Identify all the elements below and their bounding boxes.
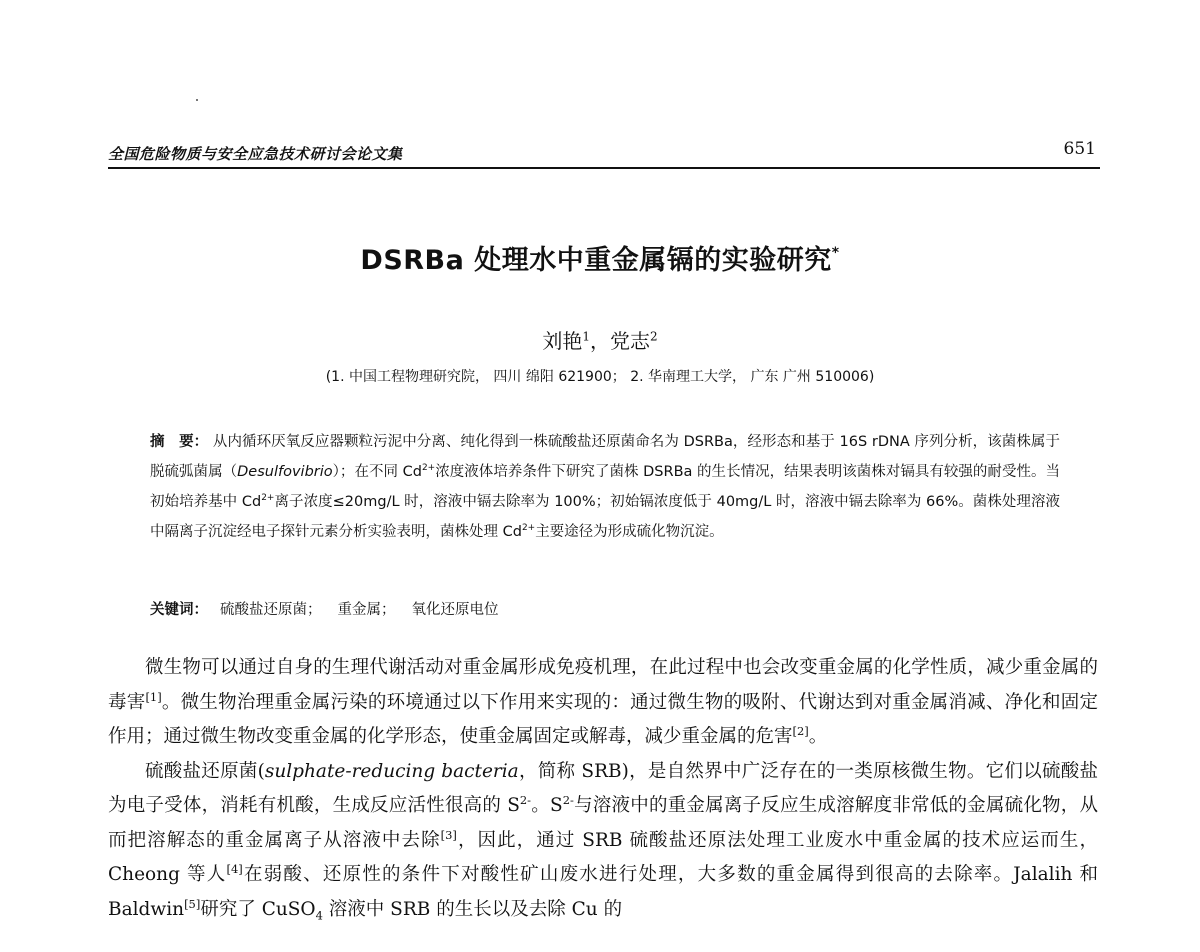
citation-5: [5] xyxy=(184,896,201,911)
scan-speck xyxy=(196,99,198,101)
keyword-1: 硫酸盐还原菌； xyxy=(220,602,322,618)
abstract-sup-3: 2+ xyxy=(521,523,536,534)
abstract xyxy=(150,427,1060,547)
p1-text-b: 。微生物治理重金属污染的环境通过以下作用来实现的：通过微生物的吸附、代谢达到对重金属消减、净化和固定作用；通过微生物改变重金属的化学形态，使重金属固定或解毒，减少重金属的危害 xyxy=(108,691,1098,747)
p2-text-f: 在弱酸、还原性的条件下对酸性矿山废水进行处理，大多数的重金属得到很高的去除率。Jalalih 和 Baldwin xyxy=(108,864,1099,920)
abstract-genus: Desulfovibrio xyxy=(237,464,333,480)
keyword-2: 重金属； xyxy=(337,602,396,618)
abstract-text-1: 从内循环厌氧反应器颗粒污泥中分离、纯化得到一株硫酸盐还原菌命名为 DSRBa，经形态和基于 16S rDNA 序列分析，该菌株属于脱硫弧菌属（ xyxy=(150,434,1060,480)
citation-4: [4] xyxy=(226,861,243,876)
author-2-affil: 2 xyxy=(650,329,658,344)
p2-text-c: 。S xyxy=(531,795,563,816)
journal-title: 全国危险物质与安全应急技术研讨会论文集 xyxy=(108,145,403,163)
body-paragraph-2 xyxy=(108,755,1098,928)
title-footnote-marker: * xyxy=(831,245,840,261)
sulfate-sub: 4 xyxy=(315,908,323,923)
affiliations: (1. 中国工程物理研究院， 四川 绵阳 621900； 2. 华南理工大学， 广东 广州 510006) xyxy=(325,369,875,385)
body-text xyxy=(108,651,1098,927)
author-separator: ， xyxy=(590,329,610,353)
author-1-affil: 1 xyxy=(582,329,590,344)
author-2-name: 党志 xyxy=(610,329,650,353)
citation-1: [1] xyxy=(145,689,162,704)
p2-text-d: 与溶液中的重金属离子反应生成溶解度非常低的金属硫化物，从而把溶解态的重金属离子从溶液中去除 xyxy=(108,795,1098,851)
keyword-3: 氧化还原电位 xyxy=(411,602,499,618)
body-paragraph-1 xyxy=(108,651,1098,755)
p2-text-e: ，因此，通过 SRB 硫酸盐还原法处理工业废水中重金属的技术应运而生，Cheong 等人 xyxy=(108,829,1098,885)
keywords xyxy=(150,596,1060,624)
abstract-label: 摘 要： xyxy=(150,434,209,450)
abstract-sup-2: 2+ xyxy=(261,493,275,504)
srb-latin-name: sulphate-reducing bacteria xyxy=(264,760,519,782)
abstract-text-3: 浓度液体培养条件下研究了菌株 DSRBa 的生长情况，结果表明该菌株对镉具有较强的耐受性。当初始培养基中 Cd xyxy=(150,464,1061,510)
p2-text-b: ，简称 SRB)，是自然界中广泛存在的一类原核微生物。它们以硫酸盐为电子受体，消耗有机酸，生成反应活性很高的 S xyxy=(108,760,1098,816)
p2-text-g: 研究了 CuSO xyxy=(200,898,316,920)
keywords-label: 关键词： xyxy=(150,602,208,618)
p1-text-c: 。 xyxy=(808,726,828,747)
citation-3: [3] xyxy=(440,827,457,842)
abstract-sup-1: 2+ xyxy=(421,463,436,474)
sulfide-sup-1: 2- xyxy=(519,792,532,807)
author-1-name: 刘艳 xyxy=(542,329,583,353)
p1-text-a: 微生物可以通过自身的生理代谢活动对重金属形成免疫机理，在此过程中也会改变重金属的化学性质，减少重金属的毒害 xyxy=(108,657,1098,713)
page-number: 651 xyxy=(1063,139,1096,159)
abstract-text-5: 主要途径为形成硫化物沉淀。 xyxy=(535,524,724,540)
running-head xyxy=(108,139,1100,169)
citation-2: [2] xyxy=(792,723,809,738)
p2-text-a: 硫酸盐还原菌( xyxy=(145,760,265,782)
paper-title-text: DSRBa 处理水中重金属镉的实验研究 xyxy=(360,245,832,276)
sulfide-sup-2: 2- xyxy=(562,792,574,807)
p2-text-h: 溶液中 SRB 的生长以及去除 Cu 的 xyxy=(322,898,623,920)
paper-title xyxy=(0,238,1200,277)
abstract-text-4: 离子浓度≤20mg/L 时，溶液中镉去除率为 100%；初始镉浓度低于 40mg/L 时，溶液中镉去除率为 66%。菌株处理溶液中隔离子沉淀经电子探针元素分析实验表明，菌株处理 Cd xyxy=(150,494,1060,540)
abstract-text-2: ）；在不同 Cd xyxy=(332,464,422,480)
author-line xyxy=(0,325,1200,354)
